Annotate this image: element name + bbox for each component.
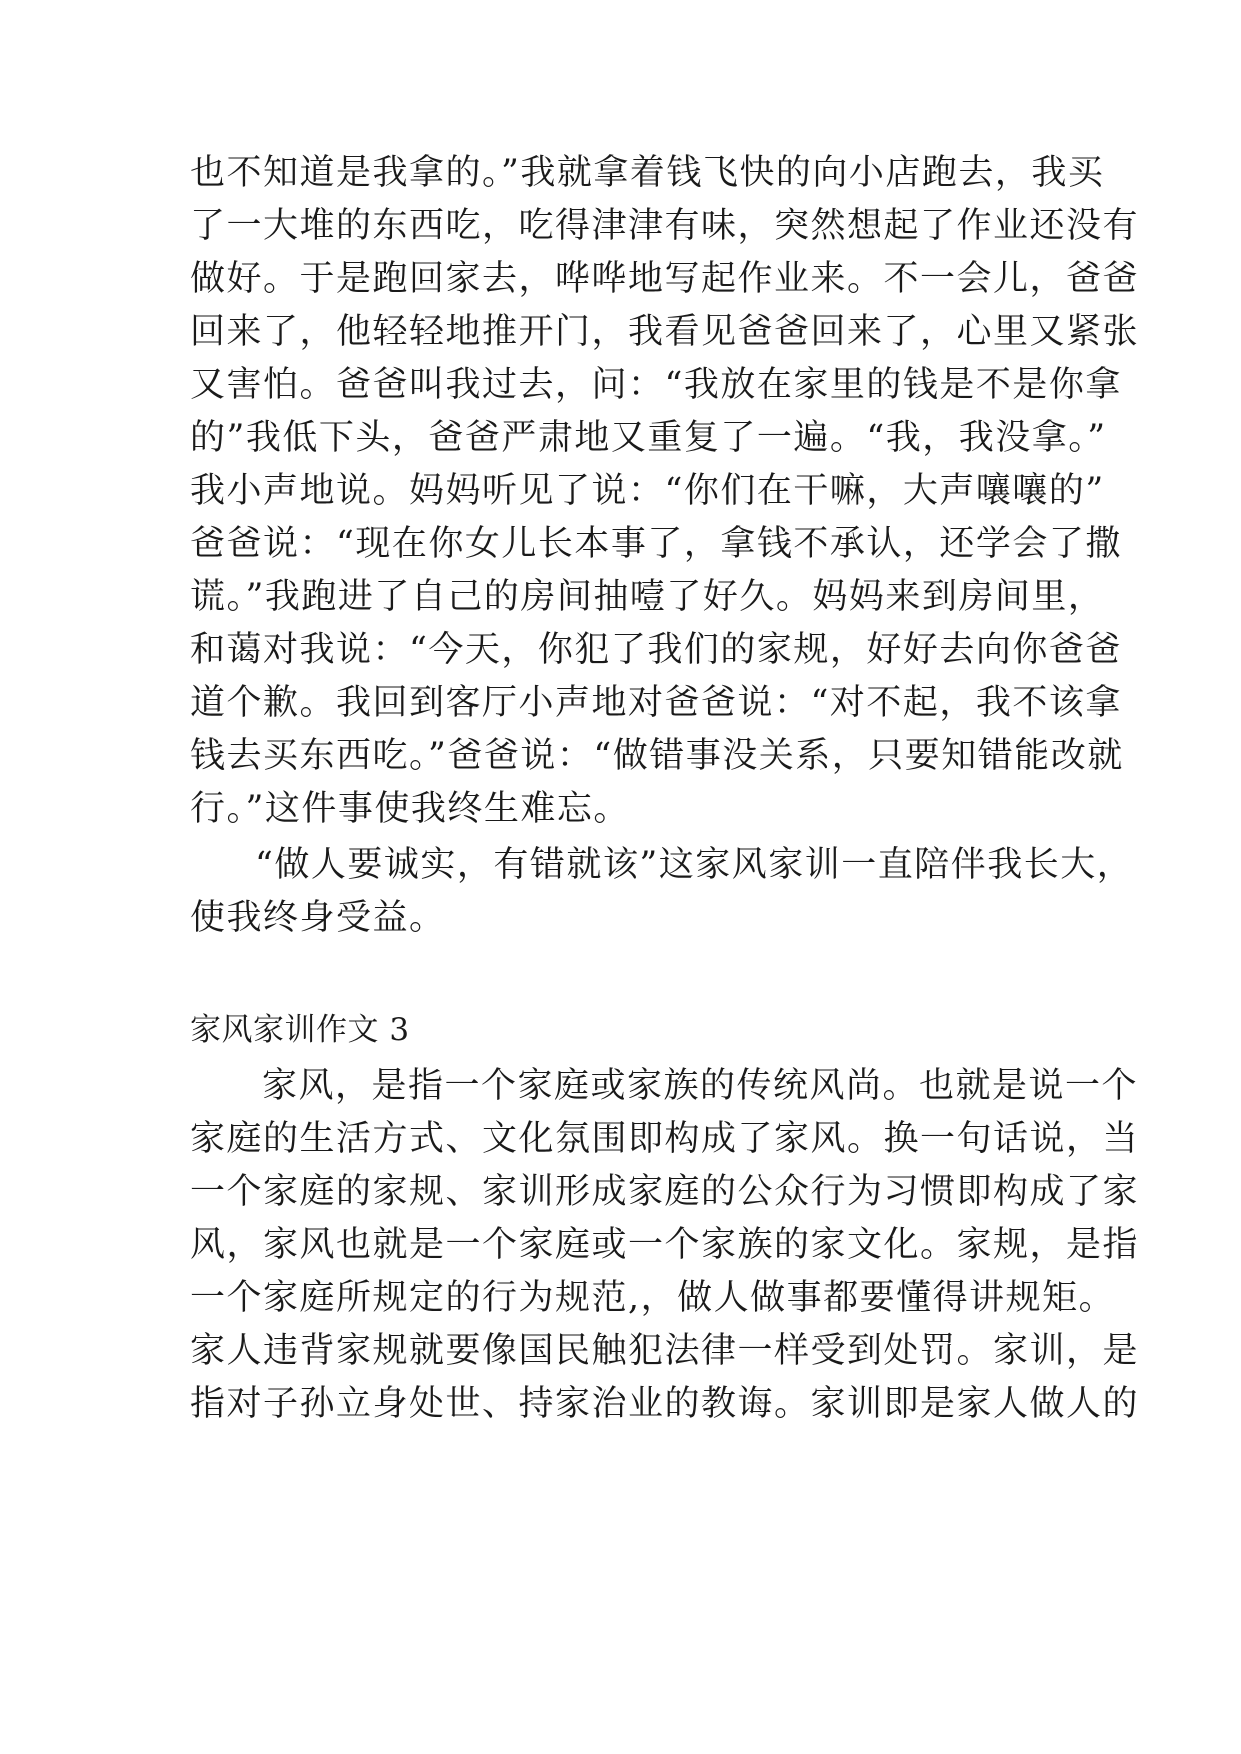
- text-line: 谎。”我跑进了自己的房间抽噎了好久。妈妈来到房间里，: [190, 577, 1105, 617]
- text-line: 风，家风也就是一个家庭或一个家族的家文化。家规，是指: [190, 1225, 1140, 1265]
- text-line: 道个歉。我回到客厅小声地对爸爸说：“对不起，我不该拿: [190, 683, 1122, 723]
- text-line: 家人违背家规就要像国民触犯法律一样受到处罚。家训，是: [190, 1331, 1140, 1371]
- text-line: 回来了，他轻轻地推开门，我看见爸爸回来了，心里又紧张: [190, 312, 1140, 352]
- text-line: “做人要诚实，有错就该”这家风家训一直陪伴我长大，: [255, 845, 1134, 885]
- text-line: 又害怕。爸爸叫我过去，问：“我放在家里的钱是不是你拿: [190, 365, 1122, 405]
- text-line: 也不知道是我拿的。”我就拿着钱飞快的向小店跑去，我买: [190, 153, 1105, 193]
- text-line: 我小声地说。妈妈听见了说：“你们在干嘛，大声嚷嚷的”: [190, 471, 1105, 511]
- text-line: 行。”这件事使我终生难忘。: [190, 789, 630, 829]
- text-line: 指对子孙立身处世、持家治业的教诲。家训即是家人做人的: [190, 1384, 1140, 1424]
- text-line: 和蔼对我说：“今天，你犯了我们的家规，好好去向你爸爸: [190, 630, 1122, 670]
- text-line: 家庭的生活方式、文化氛围即构成了家风。换一句话说，当: [190, 1119, 1140, 1159]
- text-line: 做好。于是跑回家去，哗哗地写起作业来。不一会儿，爸爸: [190, 259, 1140, 299]
- text-line: 一个家庭所规定的行为规范,，做人做事都要懂得讲规矩。: [190, 1278, 1116, 1318]
- text-line: 钱去买东西吃。”爸爸说：“做错事没关系，只要知错能改就: [190, 736, 1124, 776]
- text-line: 家风，是指一个家庭或家族的传统风尚。也就是说一个: [262, 1066, 1139, 1106]
- text-line: 了一大堆的东西吃，吃得津津有味，突然想起了作业还没有: [190, 206, 1140, 246]
- text-line: 爸爸说：“现在你女儿长本事了，拿钱不承认，还学会了撒: [190, 524, 1122, 564]
- text-line: 一个家庭的家规、家训形成家庭的公众行为习惯即构成了家: [190, 1172, 1140, 1212]
- text-line: 的”我低下头，爸爸严肃地又重复了一遍。“我，我没拿。”: [190, 418, 1107, 458]
- section-heading: 家风家训作文 3: [190, 1012, 410, 1048]
- text-line: 使我终身受益。: [190, 898, 446, 938]
